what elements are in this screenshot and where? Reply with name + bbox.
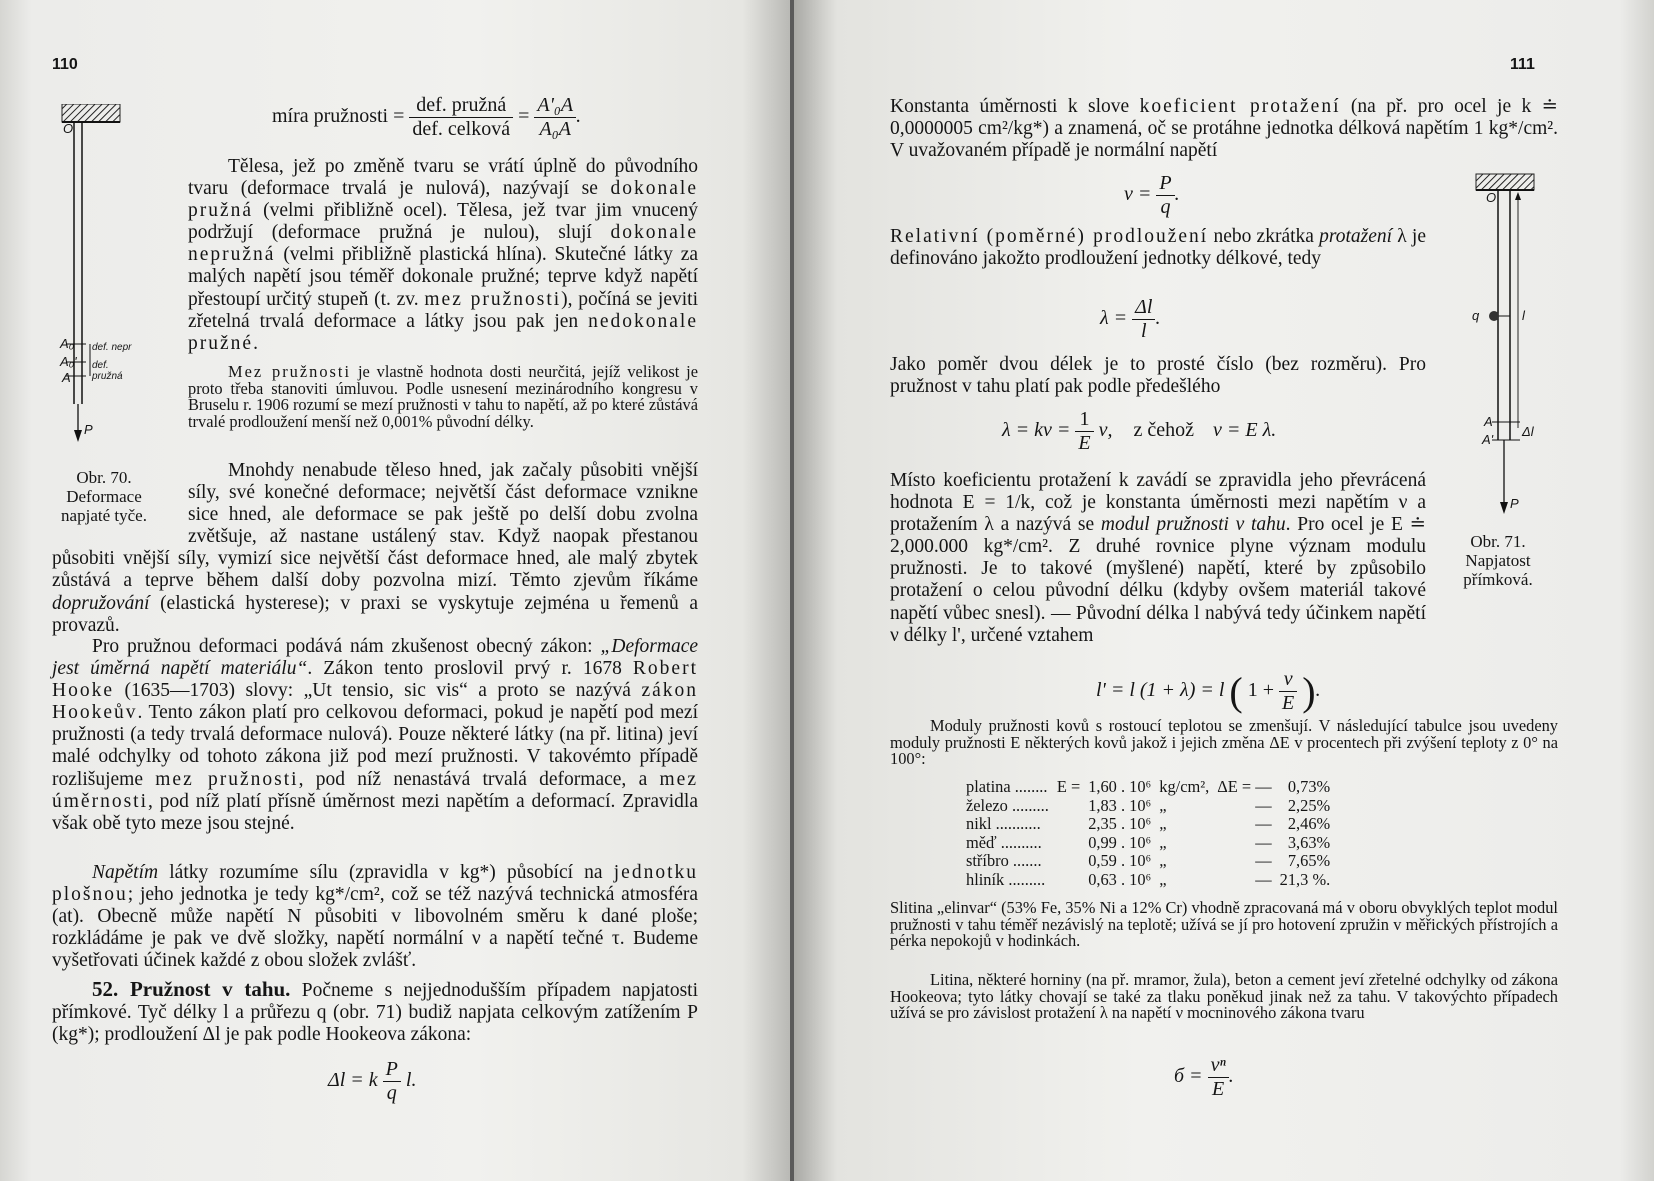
- change-value: 3,63%: [1287, 832, 1331, 852]
- formula-stress: [1124, 172, 1180, 219]
- table-row: [962, 815, 1334, 834]
- modulus-unit: „: [1159, 814, 1167, 833]
- modulus-unit: „: [1159, 795, 1167, 815]
- modulus-value: 1,60 . 10⁶: [1088, 777, 1152, 796]
- term: Robert Hooke: [52, 658, 698, 702]
- formula-lambda: [1100, 296, 1160, 343]
- paragraph-hysteresis: [52, 460, 698, 637]
- formula-end: .: [576, 105, 582, 128]
- modulus-unit: „: [1159, 851, 1167, 870]
- label-def-nepr: def. nepr: [92, 342, 132, 353]
- caption-number: Obr. 71.: [1470, 532, 1526, 551]
- modulus-unit: „: [1159, 869, 1167, 889]
- text: (velmi přibližně plastická hlína). Skutečné látky za malých napětí jsou téměř dokonale pružné; teprve když napětí přestoupí určitý stupeň (t. zv.: [188, 244, 699, 310]
- text: (1635—1703) slovy: „Ut tensio, sic vis“ a proto se nazývá: [124, 680, 631, 702]
- change-prefix: —: [1255, 814, 1272, 833]
- formula-end: .: [1315, 679, 1321, 702]
- numerator: 1: [1075, 408, 1093, 432]
- text: Pro pružnou deformaci podává nám zkušenost obecný zákon:: [92, 636, 593, 657]
- formula-part: ν,: [1098, 419, 1113, 442]
- paragraph-dimensionless: [890, 354, 1426, 398]
- term: jednotku plošnou: [52, 862, 698, 906]
- table-row: [962, 778, 1334, 797]
- paragraph-hooke-law: [52, 636, 698, 835]
- text: Mnohdy nenabude těleso hned, jak začaly působiti vnější síly, své konečné deformace; největší část deformace vznikne sice hned, ale deformace se pak ještě po delší dobu zvolna zvětšuje, až nastane ustálený stav. Když naopak přestanou působiti vnější síly, vymizí sice největší část deformace hned, ale malý zbytek zůstává a teprve během další doby pozvolna mizí. Těmto zjevům říkáme: [52, 460, 698, 592]
- fraction: [534, 94, 576, 141]
- numerator: def. pružná: [409, 94, 513, 118]
- formula-connector: z čehož: [1133, 419, 1195, 442]
- text: Moduly pružnosti kovů s rostoucí teplotou se zmenšují. V následující tabulce jsou uvedeny moduly pružnosti E některých kovů jakož i jejich změna ΔE v procentech při zvýšení teploty z 0° na 100°:: [890, 716, 1558, 768]
- paragraph-coefficient: [890, 96, 1558, 162]
- formula-rhs: l.: [405, 1069, 417, 1092]
- text: Konstanta úměrnosti k slove: [890, 96, 1130, 117]
- caption-line: přímková.: [1463, 570, 1533, 589]
- term: mez pružnosti: [424, 288, 562, 310]
- metal-name: železo .........: [966, 795, 1049, 815]
- table: [962, 778, 1334, 889]
- modulus-value: 0,59 . 10⁶: [1088, 851, 1152, 870]
- term: protažení: [1319, 226, 1393, 247]
- numerator: Δl: [1132, 296, 1155, 320]
- change-prefix: —: [1255, 869, 1272, 889]
- text: (velmi přibližně ocel). Tělesa, jež tvar jim vnucený podržují (deformace pružná je nulou), slují: [188, 200, 698, 244]
- text: (elastická hysterese); v praxi se vyskytuje zejména u řemenů a provazů.: [52, 592, 698, 636]
- term: dokonale pružná: [188, 178, 698, 222]
- equals: =: [518, 105, 530, 128]
- modulus-value: 0,63 . 10⁶: [1088, 869, 1152, 889]
- formula-end: .: [1228, 1065, 1234, 1088]
- formula-lhs: λ =: [1100, 307, 1128, 330]
- text: látky rozumíme sílu (zpravidla v kg*) působící na: [169, 862, 603, 883]
- fraction: [1208, 1054, 1229, 1101]
- formula-end: .: [1174, 183, 1180, 206]
- page-number: 111: [1510, 56, 1535, 73]
- caption-line: Napjatost: [1465, 551, 1531, 570]
- text: , pod níž platí přísně úměrnost mezi napětím a deformací. Zpravidla však obě tyto meze jsou stejné.: [52, 790, 698, 834]
- text: Jako poměr dvou délek je to prosté číslo (bez rozměru). Pro pružnost v tahu platí pak podle předešlého: [890, 354, 1426, 398]
- modulus-prefix: E =: [1056, 777, 1081, 796]
- numerator: ν: [1279, 668, 1297, 692]
- paren-close: ): [1302, 669, 1316, 714]
- figure-71-drawing: [1458, 170, 1544, 530]
- formula-lhs: míra pružnosti =: [272, 105, 405, 128]
- formula-lhs: ν =: [1124, 183, 1152, 206]
- change-value: 21,3 %.: [1279, 869, 1331, 889]
- numerator: P: [383, 1058, 401, 1082]
- text: Počneme s nejjednodušším případem napjatosti přímkové. Tyč délky l a průřezu q (obr. 71) budiž napjata celkovým zatížením P (kg*); prodloužení Δl je pak podle Hookeova zákona:: [52, 980, 698, 1046]
- table-row: [962, 871, 1334, 890]
- change-value: 0,73%: [1287, 777, 1331, 796]
- label-q: q: [1472, 308, 1480, 323]
- caption-line: Deformace: [66, 487, 142, 506]
- text: . Pro ocel je E ≐ 2,000.000 kg*/cm². Z druhé rovnice plyne význam modulu pružnosti. Je to takové (myšlené) napětí, které by způsobilo protažení o celou původní délku (kdyby ovšem materiál takové napětí vůbec snesl). — Původní délka l nabývá tedy účinkem napětí ν délky l', určené vztahem: [890, 514, 1426, 646]
- formula-measure: [272, 94, 581, 141]
- term: zákon Hookeův: [52, 680, 698, 724]
- text: Tělesa, jež po změně tvaru se vrátí úplně do původního tvaru (deformace trvalá je nulová), nazývají se: [188, 156, 698, 200]
- modulus-prefix: [1053, 797, 1084, 816]
- label-a0-prime: A₀': [60, 354, 77, 369]
- note-moduli: [890, 718, 1558, 768]
- change-prefix: —: [1255, 795, 1272, 815]
- text: Místo koeficientu protažení k zavádí se zpravidla jeho převrácená hodnota E = 1/k, což je konstanta úměrnosti mezi napětím ν a protažením λ a nazývá se: [890, 470, 1426, 536]
- figure-70: [52, 104, 132, 464]
- label-delta-l: Δl: [1522, 424, 1534, 439]
- denominator: E: [1282, 692, 1295, 714]
- text: . Zákon tento proslovil prvý r. 1678: [307, 658, 622, 680]
- change-prefix: —: [1255, 832, 1272, 852]
- fraction: [383, 1058, 401, 1105]
- modulus-unit: kg/cm²,: [1159, 777, 1210, 796]
- text: (na př. pro ocel je k ≐ 0,0000005 cm²/kg*) a znamená, oč se protáhne jednotka délková napětím 1 kg*/cm². V uvažovaném případě je normální napětí: [890, 96, 1559, 162]
- fraction: [1075, 408, 1093, 455]
- note-elastic-limit: [188, 364, 698, 430]
- label-o: O: [63, 121, 74, 136]
- metal-name: měď ..........: [966, 832, 1042, 852]
- metal-name: hliník .........: [966, 869, 1046, 889]
- paren-open: (: [1229, 669, 1243, 714]
- formula-part: ν = E λ.: [1213, 419, 1277, 442]
- figure-70-drawing: [52, 104, 132, 464]
- denominator: q: [1160, 196, 1171, 218]
- term: dopružování: [52, 592, 150, 614]
- section-52: [52, 978, 698, 1046]
- formula-lhs: Δl = k: [328, 1069, 378, 1092]
- term: Mez pružnosti: [228, 362, 352, 381]
- change-prefix: ΔE = —: [1217, 777, 1272, 796]
- term: modul pružnosti v tahu: [1100, 514, 1286, 536]
- table-row: [962, 834, 1334, 853]
- denominator: E: [1212, 1078, 1225, 1100]
- modulus-prefix: [1053, 852, 1084, 871]
- note-elinvar: [890, 900, 1558, 950]
- denominator: q: [386, 1082, 397, 1104]
- text: nebo zkrátka: [1213, 226, 1314, 247]
- denominator: l: [1141, 320, 1147, 342]
- label-l: l: [1522, 308, 1525, 323]
- formula-part: l' = l (1 + λ) = l: [1096, 679, 1225, 702]
- caption-line: napjaté tyče.: [61, 506, 147, 525]
- term: Napětím: [92, 862, 159, 883]
- caption-number: Obr. 70.: [76, 468, 132, 487]
- text: , pod níž nenastává trvalá deformace, a: [298, 768, 648, 790]
- table-row: [962, 852, 1334, 871]
- text: je vlastně hodnota dosti neurčitá, jejíž velikost je proto třeba stanoviti úmluvou. Podle usnesení mezinárodního kongresu v Bruselu r. 1906 rozumí se mezí pružnosti v tahu to napětí, až po které zůstává trvalé prodloužení menší než 0,001% původní délky.: [188, 362, 698, 431]
- denominator: E: [1078, 432, 1091, 454]
- numerator: P: [1156, 172, 1174, 196]
- term: mez úměrnosti: [52, 768, 698, 812]
- denominator: def. celková: [412, 118, 511, 140]
- ceiling-hatch: [1476, 174, 1534, 190]
- page-number: 110: [52, 56, 78, 73]
- formula-lhs: б =: [1174, 1065, 1203, 1088]
- cross-section-mark: [1489, 311, 1499, 321]
- modulus-value: 0,99 . 10⁶: [1088, 832, 1152, 852]
- law-statement: „Deformace jest úměrná napětí materiálu“: [52, 636, 699, 680]
- text: λ je definováno jakožto prodloužení jednotky délkové, tedy: [890, 226, 1427, 270]
- modulus-prefix: [1053, 871, 1084, 890]
- change-value: 7,65%: [1287, 851, 1331, 870]
- label-p: P: [1510, 496, 1519, 511]
- term: dokonale nepružná: [188, 222, 699, 266]
- change-prefix: —: [1255, 851, 1272, 870]
- formula-part: 1 +: [1247, 679, 1275, 702]
- label-a: A: [1484, 414, 1493, 429]
- figure-71: [1458, 170, 1544, 530]
- term: koeficient protažení: [1139, 96, 1341, 117]
- fraction: [409, 94, 513, 141]
- right-page: [794, 0, 1654, 1181]
- text: Litina, některé horniny (na př. mramor, žula), beton a cement jeví zřetelné odchylky od zákona Hookeova; tyto látky chovají se také za tlaku poněkud jinak než za tahu. V takovýchto případech užívá se pro závislost protažení λ na napětí ν mocninového zákona tvaru: [890, 970, 1558, 1022]
- metal-name: platina ........: [966, 777, 1048, 796]
- change-value: 2,46%: [1287, 814, 1331, 833]
- label-a-prime: A': [1482, 432, 1494, 447]
- formula-part: λ = kν =: [1002, 419, 1071, 442]
- fraction: [1279, 668, 1297, 715]
- text: ), počíná se jeviti zřetelná trvalá deformace a látky jsou pak jen: [188, 288, 698, 332]
- formula-end: .: [1155, 307, 1161, 330]
- formula-lambda-kv: [1002, 408, 1276, 455]
- table-row: [962, 797, 1334, 816]
- formula-power-law: [1174, 1054, 1234, 1101]
- paragraph-modulus: [890, 470, 1426, 647]
- figure-71-caption: [1430, 532, 1566, 589]
- moduli-table: [962, 778, 1334, 889]
- modulus-unit: „: [1159, 832, 1167, 852]
- note-cast-iron: [890, 972, 1558, 1022]
- metal-name: nikl ...........: [966, 814, 1041, 833]
- label-a: A: [62, 370, 71, 385]
- term: nedokonale pružné: [188, 310, 698, 354]
- paragraph-relative-elongation: [890, 226, 1426, 270]
- text: ; jeho jednotka je tedy kg*/cm², což se též nazývá technická atmosféra (at). Obecně může napětí N působiti v libovolném směru k dané ploše; rozkládáme je pak ve dvě složky, napětí normální ν a napětí tečné τ. Budeme vyšetřovati účinek každé z obou složek zvlášť.: [52, 884, 698, 972]
- paragraph-stress: [52, 862, 698, 972]
- text: . Tento zákon platí pro celkovou deformaci, pokud je napětí pod mezí pružnosti (a tedy trvalá deformace nulová). Pouze některé látky (na př. litina) jeví malé odchylky od tohoto zákona již pod mezí pružnosti. V takovémto případě rozlišujeme: [52, 702, 698, 790]
- modulus-prefix: [1053, 815, 1084, 834]
- ceiling-hatch: [62, 104, 120, 122]
- formula-hooke: [328, 1058, 416, 1105]
- formula-length: [1096, 668, 1321, 715]
- section-heading: 52. Pružnost v tahu.: [92, 977, 291, 1001]
- label-p: P: [84, 422, 93, 437]
- fraction: [1156, 172, 1174, 219]
- label-o: O: [1486, 190, 1497, 205]
- modulus-prefix: [1053, 834, 1084, 853]
- denominator: A₀A: [539, 118, 571, 140]
- text: Slitina „elinvar“ (53% Fe, 35% Ni a 12% Cr) vhodně zpracovaná má v oboru obvyklých teplot modul pružnosti v tahu téměř nezávislý na teplotě; užívá se jí pro hotovení zpružin v měřických přístrojích a pérka nepokojů v hodinkách.: [890, 898, 1558, 950]
- modulus-value: 1,83 . 10⁶: [1088, 795, 1152, 815]
- label-a0: A₀: [60, 336, 75, 351]
- left-page: [0, 0, 790, 1181]
- label-def-pruzna: def. pružná: [92, 360, 123, 382]
- fraction: [1132, 296, 1155, 343]
- term: Relativní (poměrné) prodloužení: [890, 226, 1209, 247]
- text: .: [253, 332, 258, 354]
- numerator: νⁿ: [1208, 1054, 1229, 1078]
- change-value: 2,25%: [1287, 795, 1331, 815]
- metal-name: stříbro .......: [966, 851, 1042, 870]
- modulus-value: 2,35 . 10⁶: [1088, 814, 1152, 833]
- numerator: A'₀A: [534, 94, 576, 118]
- term: mez pružnosti: [155, 768, 299, 790]
- paragraph-perfect-elasticity: [188, 156, 698, 355]
